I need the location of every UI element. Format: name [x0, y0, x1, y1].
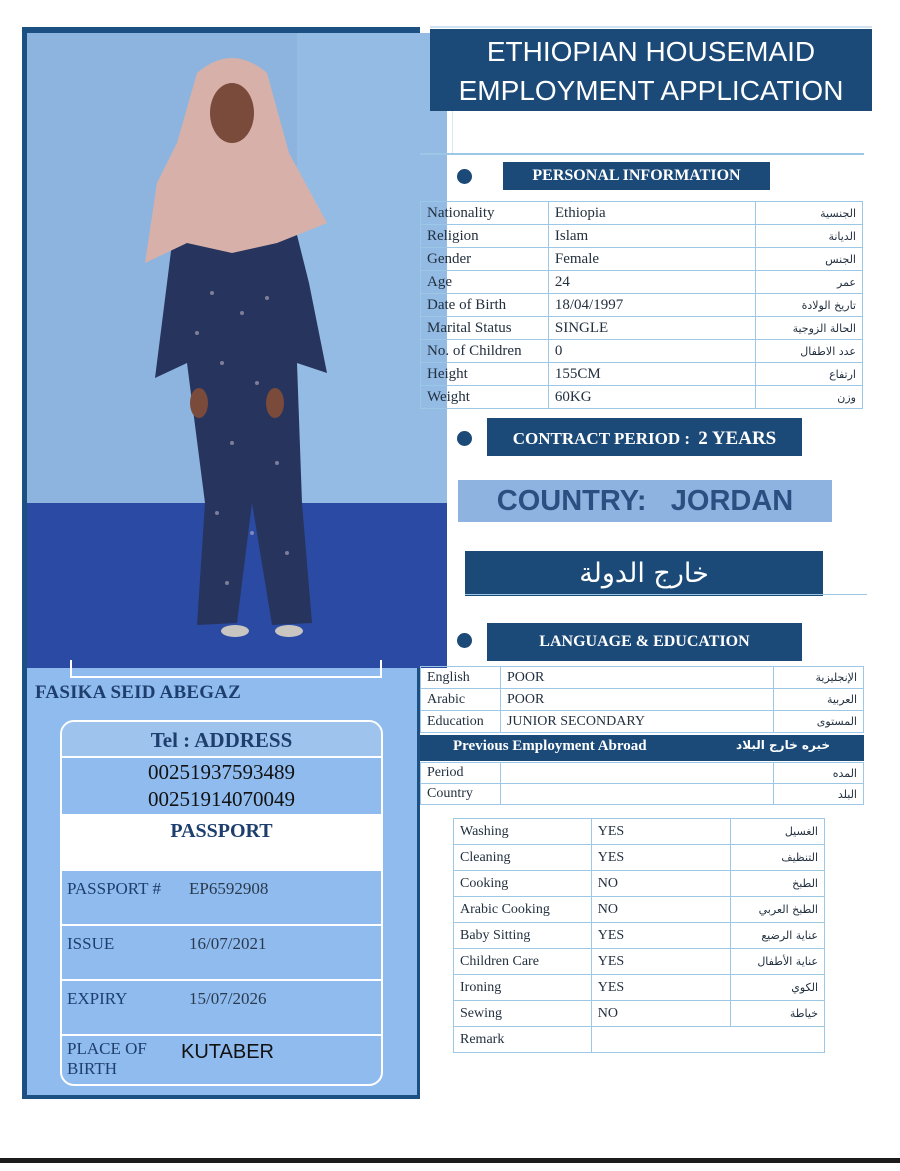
personal-info-row-value: 60KG — [548, 386, 755, 409]
bullet-icon — [457, 431, 472, 446]
passport-issue-label: ISSUE — [67, 934, 115, 953]
section-divider — [465, 594, 867, 595]
contract-period-label: CONTRACT PERIOD : — [512, 429, 691, 448]
skill-row — [454, 949, 825, 975]
personal-info-table — [420, 201, 863, 409]
place-of-birth-row — [62, 1034, 381, 1086]
section-divider — [420, 153, 864, 155]
skill-row-label: Cleaning — [454, 845, 592, 871]
personal-info-row-value: 155CM — [548, 363, 755, 386]
skill-row-value: YES — [591, 949, 730, 975]
personal-info-row — [421, 317, 863, 340]
skill-row-arabic: عناية الأطفال — [731, 949, 825, 975]
personal-info-row-label: Religion — [421, 225, 549, 248]
language-education-heading: LANGUAGE & EDUCATION — [487, 623, 802, 661]
previous-employment-title: Previous Employment Abroad — [453, 738, 647, 754]
skill-row-label: Children Care — [454, 949, 592, 975]
skill-row-label: Sewing — [454, 1001, 592, 1027]
personal-info-row-arabic: الجنسية — [756, 202, 863, 225]
language-row-value: POOR — [500, 689, 773, 711]
personal-info-row-label: Weight — [421, 386, 549, 409]
remark-row — [454, 1027, 825, 1053]
passport-issue-value: 16/07/2021 — [189, 934, 267, 953]
skills-table — [453, 818, 825, 1053]
remark-value — [591, 1027, 824, 1053]
personal-info-row — [421, 225, 863, 248]
personal-info-row — [421, 363, 863, 386]
previous-employment-row-label: Period — [421, 763, 501, 784]
skill-row-value: YES — [591, 845, 730, 871]
candidate-name: FASIKA SEID ABEGAZ — [35, 682, 241, 703]
personal-info-row-value: Female — [548, 248, 755, 271]
language-table — [420, 666, 864, 733]
passport-title: PASSPORT — [62, 814, 381, 869]
personal-info-row-value: 18/04/1997 — [548, 294, 755, 317]
skill-row-arabic: الطبخ — [731, 871, 825, 897]
language-row — [421, 711, 864, 733]
skill-row-value: NO — [591, 897, 730, 923]
personal-info-row-label: Age — [421, 271, 549, 294]
previous-employment-row — [421, 784, 864, 805]
personal-info-row — [421, 248, 863, 271]
candidate-photo-figure — [27, 33, 447, 668]
skill-row-arabic: الغسيل — [731, 819, 825, 845]
page-title-line: ETHIOPIAN HOUSEMAID — [486, 36, 816, 67]
personal-info-heading: PERSONAL INFORMATION — [503, 162, 770, 190]
passport-number-value: EP6592908 — [189, 879, 269, 898]
passport-expiry-row — [62, 979, 381, 1034]
photo-frame-edge — [70, 660, 382, 678]
title-side-rule — [452, 111, 453, 153]
passport-number-label: PASSPORT # — [67, 879, 161, 898]
country-label: COUNTRY: — [496, 485, 647, 517]
skill-row — [454, 975, 825, 1001]
phone-numbers — [62, 758, 381, 814]
previous-employment-title-arabic: خبره خارج البلاد — [736, 738, 830, 752]
personal-info-row-label: Height — [421, 363, 549, 386]
previous-employment-row-label: Country — [421, 784, 501, 805]
personal-info-row-value: 0 — [548, 340, 755, 363]
personal-info-row-arabic: عدد الاطفال — [756, 340, 863, 363]
personal-info-row-value: 24 — [548, 271, 755, 294]
skill-row-arabic: خياطة — [731, 1001, 825, 1027]
personal-info-row — [421, 386, 863, 409]
passport-issue-row — [62, 924, 381, 979]
passport-expiry-value: 15/07/2026 — [189, 989, 267, 1008]
skill-row-arabic: التنظيف — [731, 845, 825, 871]
contract-period-value: 2 YEARS — [698, 428, 777, 449]
place-of-birth-value: KUTABER — [181, 1041, 274, 1063]
language-row — [421, 667, 864, 689]
phone-number: 00251937593489 — [148, 760, 295, 784]
previous-employment-row — [421, 763, 864, 784]
language-row-arabic: المستوى — [774, 711, 864, 733]
language-row-value: POOR — [500, 667, 773, 689]
previous-employment-row-value — [500, 784, 773, 805]
previous-employment-row-value — [500, 763, 773, 784]
personal-info-row — [421, 271, 863, 294]
skill-row-value: YES — [591, 819, 730, 845]
skill-row-value: NO — [591, 871, 730, 897]
skill-row-arabic: عناية الرضيع — [731, 923, 825, 949]
personal-info-row-arabic: الديانة — [756, 225, 863, 248]
skill-row — [454, 923, 825, 949]
personal-info-row-label: Nationality — [421, 202, 549, 225]
skill-row-arabic: الكوي — [731, 975, 825, 1001]
skill-row-label: Baby Sitting — [454, 923, 592, 949]
personal-info-row-arabic: الحالة الزوجية — [756, 317, 863, 340]
country-arabic: خارج الدولة — [465, 551, 823, 596]
personal-info-row-arabic: تاريخ الولادة — [756, 294, 863, 317]
language-row-label: Education — [421, 711, 501, 733]
personal-info-row-label: No. of Children — [421, 340, 549, 363]
contact-passport-card — [60, 720, 383, 1086]
skill-row — [454, 845, 825, 871]
personal-info-row — [421, 340, 863, 363]
personal-info-row-value: SINGLE — [548, 317, 755, 340]
title-top-rule — [430, 26, 872, 28]
destination-country — [458, 480, 832, 522]
page-title — [430, 29, 872, 111]
phone-number: 00251914070049 — [148, 787, 295, 811]
previous-employment-heading — [420, 735, 864, 761]
language-row-value: JUNIOR SECONDARY — [500, 711, 773, 733]
personal-info-row-value: Islam — [548, 225, 755, 248]
bullet-icon — [457, 633, 472, 648]
skill-row — [454, 871, 825, 897]
skill-row-value: YES — [591, 975, 730, 1001]
tel-address-title: Tel : ADDRESS — [62, 722, 381, 758]
previous-employment-row-arabic: المده — [774, 763, 864, 784]
skill-row-value: YES — [591, 923, 730, 949]
contract-period-heading — [487, 418, 802, 456]
personal-info-row-value: Ethiopia — [548, 202, 755, 225]
previous-employment-row-arabic: البلد — [774, 784, 864, 805]
language-row-label: Arabic — [421, 689, 501, 711]
page-title-line: EMPLOYMENT APPLICATION — [458, 75, 844, 106]
skill-row-value: NO — [591, 1001, 730, 1027]
skill-row-arabic: الطبخ العربي — [731, 897, 825, 923]
personal-info-row-arabic: ارتفاع — [756, 363, 863, 386]
skill-row-label: Cooking — [454, 871, 592, 897]
personal-info-row — [421, 294, 863, 317]
language-row — [421, 689, 864, 711]
page-bottom-rule — [0, 1158, 900, 1163]
language-row-arabic: الإنجليزية — [774, 667, 864, 689]
skill-row — [454, 1001, 825, 1027]
personal-info-row-label: Gender — [421, 248, 549, 271]
candidate-photo — [27, 33, 447, 668]
place-of-birth-label: PLACE OF BIRTH — [67, 1039, 147, 1078]
personal-info-row-label: Date of Birth — [421, 294, 549, 317]
bullet-icon — [457, 169, 472, 184]
personal-info-row-arabic: وزن — [756, 386, 863, 409]
skill-row-label: Arabic Cooking — [454, 897, 592, 923]
previous-employment-table — [420, 762, 864, 805]
personal-info-row-arabic: عمر — [756, 271, 863, 294]
personal-info-row-label: Marital Status — [421, 317, 549, 340]
personal-info-row-arabic: الجنس — [756, 248, 863, 271]
skill-row — [454, 819, 825, 845]
language-row-label: English — [421, 667, 501, 689]
passport-expiry-label: EXPIRY — [67, 989, 128, 1008]
skill-row-label: Ironing — [454, 975, 592, 1001]
language-row-arabic: العربية — [774, 689, 864, 711]
country-value: JORDAN — [670, 485, 794, 517]
passport-number-row — [62, 869, 381, 924]
skill-row-label: Washing — [454, 819, 592, 845]
skill-row — [454, 897, 825, 923]
remark-label: Remark — [454, 1027, 592, 1053]
personal-info-row — [421, 202, 863, 225]
